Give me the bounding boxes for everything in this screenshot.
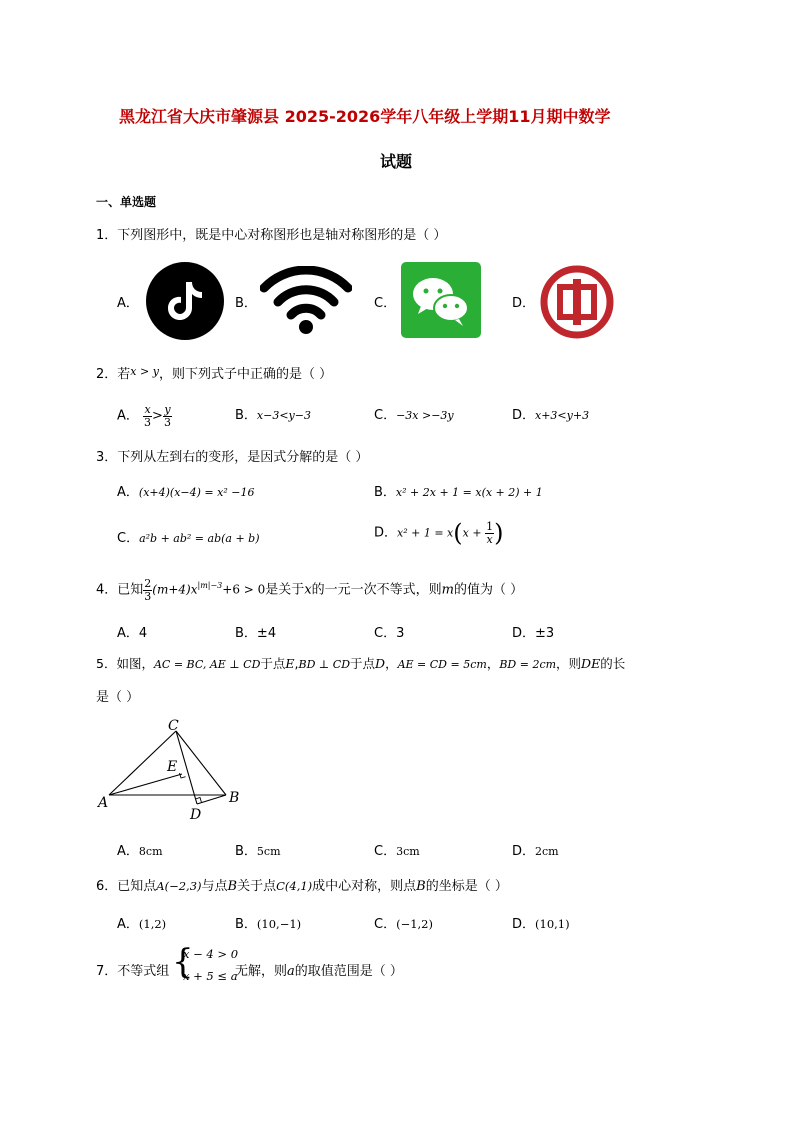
question-3: 3．下列从左到右的变形，是因式分解的是（ ） — [96, 450, 369, 465]
q5-option-b: B．5cm — [235, 844, 281, 859]
tiktok-logo-icon — [146, 262, 224, 340]
q3-option-c: C．a²b + ab² = ab(a + b) — [117, 531, 260, 546]
vertex-label-b: B — [229, 790, 240, 806]
wifi-icon — [260, 266, 352, 336]
q4-option-b: B．±4 — [235, 626, 277, 641]
q6-option-d: D．(10,1) — [512, 917, 570, 932]
point-label-e: E — [167, 759, 178, 775]
question-5: 5．如图，AC = BC, AE ⊥ CD于点E,BD ⊥ CD于点D，AE = CD = 5cm，BD = 2cm，则DE的长 — [96, 656, 626, 671]
question-number: 1． — [96, 228, 118, 243]
question-7-stem-pre: 7．不等式组 — [96, 964, 170, 979]
q1-option-a-label: A． — [117, 296, 139, 311]
q2-option-b: B．x−3<y−3 — [235, 408, 311, 423]
vertex-label-c: C — [168, 718, 179, 734]
q4-option-c: C．3 — [374, 626, 405, 641]
q2-option-d: D．x+3<y+3 — [512, 408, 590, 423]
section-heading: 一、单选题 — [96, 195, 157, 209]
question-7-stem-post: 无解，则a的取值范围是（ ） — [235, 964, 403, 979]
q3-option-a: A．(x+4)(x−4) = x² −16 — [117, 485, 255, 500]
q3-option-b: B．x² + 2x + 1 = x(x + 2) + 1 — [374, 485, 543, 500]
q5-option-c: C．3cm — [374, 844, 420, 859]
q5-option-d: D．2cm — [512, 844, 559, 859]
paper-title-line2: 试题 — [380, 152, 413, 171]
q5-option-a: A．8cm — [117, 844, 163, 859]
triangle-figure — [96, 715, 246, 825]
wechat-logo-icon — [401, 262, 481, 338]
system-brace: { — [172, 942, 194, 982]
q6-option-c: C．(−1,2) — [374, 917, 433, 932]
point-label-d: D — [190, 807, 202, 823]
q4-option-a: A．4 — [117, 626, 148, 641]
paper-title-line1: 黑龙江省大庆市肇源县 2025-2026学年八年级上学期11月期中数学 — [119, 107, 611, 126]
system-line-1: x − 4 > 0 — [183, 947, 239, 961]
q1-option-b-label: B． — [235, 296, 257, 311]
vertex-label-a: A — [98, 795, 109, 811]
q4-option-d: D．±3 — [512, 626, 555, 641]
question-stem: 下列图形中，既是中心对称图形也是轴对称图形的是（ ） — [117, 228, 447, 243]
question-6: 6．已知点A(−2,3)与点B关于点C(4,1)成中心对称，则点B的坐标是（ ） — [96, 879, 508, 894]
question-5-line2: 是（ ） — [96, 690, 140, 705]
q6-option-a: A．(1,2) — [117, 917, 167, 932]
q3-option-d: D．x² + 1 = x(x + $\frac{1}{x}$ ) — [374, 519, 504, 547]
question-2: 2．若$^{x > y}$，则下列式子中正确的是（ ） — [96, 365, 333, 382]
icbc-bank-logo-icon — [540, 265, 614, 339]
q2-option-c: C．−3x >−3y — [374, 408, 454, 423]
q6-option-b: B．(10,−1) — [235, 917, 302, 932]
q1-option-c-label: C． — [374, 296, 397, 311]
q1-option-d-label: D． — [512, 296, 536, 311]
system-line-2: x + 5 ≤ a — [183, 969, 238, 983]
question-4: 4．已知 $\frac{2}{3}$ $(m+4)x^{|m|-3}+6 > 0$是关于x的一元一次不等式，则m的值为（ ） — [96, 577, 524, 603]
q2-option-a: A． $\frac{x}{3}$ > $\frac{y}{3}$ — [117, 403, 171, 429]
question-1 — [96, 224, 446, 243]
inequality-x-gt-y: x > y — [130, 365, 159, 378]
